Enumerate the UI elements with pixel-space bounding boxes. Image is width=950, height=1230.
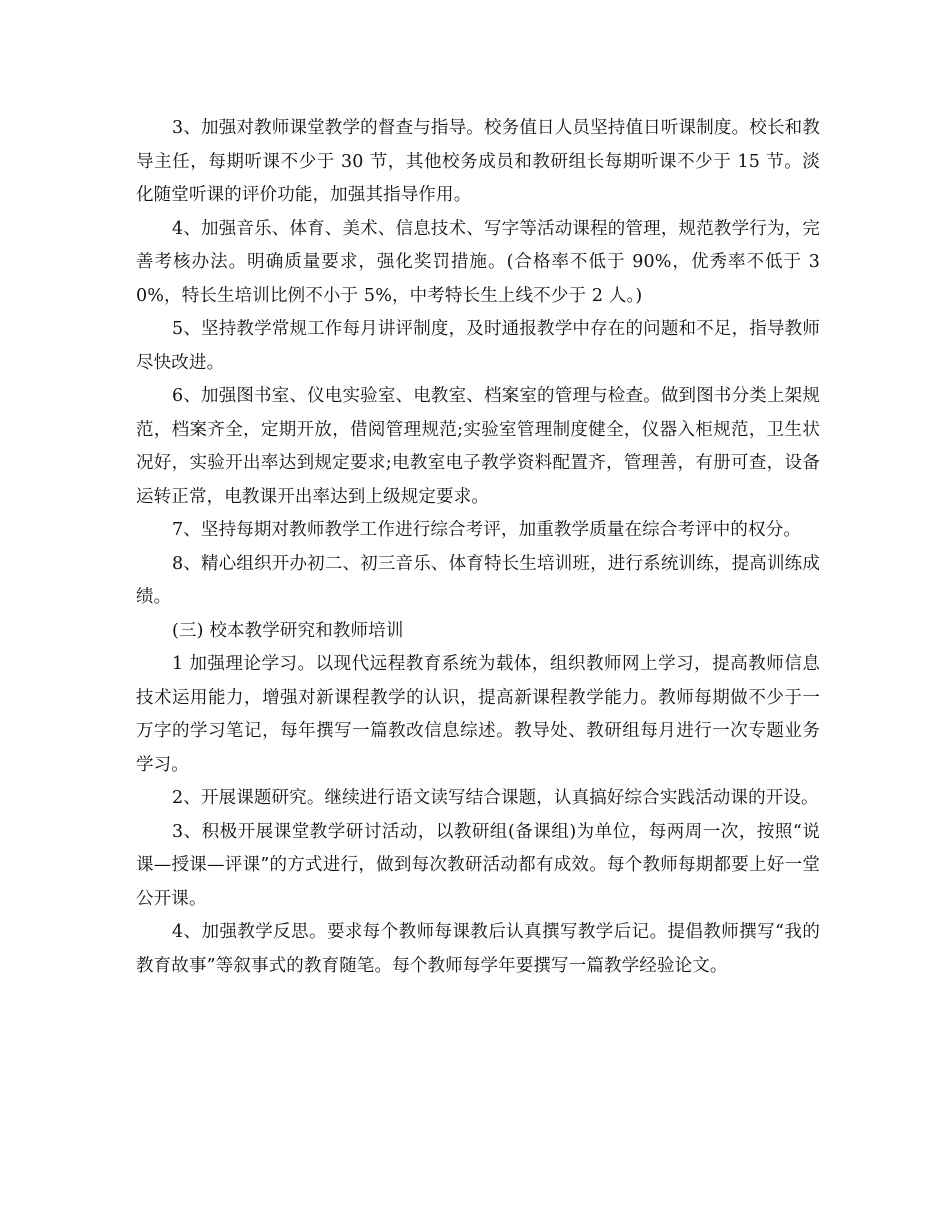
paragraph-teaching-seminar: 3、积极开展课堂教学研讨活动，以教研组(备课组)为单位，每两周一次，按照“说课—授课—评课”的方式进行，做到每次教研活动都有成效。每个教师每期都要上好一堂公开课。: [136, 821, 820, 909]
paragraph-research-topic: 2、开展课题研究。继续进行语文读写结合课题，认真搞好综合实践活动课的开设。: [172, 788, 819, 808]
paragraph-reflection: 4、加强教学反思。要求每个教师每课教后认真撰写教学后记。提倡教师撰写“我的教育故事”等叙事式的教育随笔。每个教师每学年要撰写一篇教学经验论文。: [136, 922, 820, 976]
paragraph-activity-courses: 4、加强音乐、体育、美术、信息技术、写字等活动课程的管理，规范教学行为，完善考核办法。明确质量要求，强化奖罚措施。(合格率不低于 90%，优秀率不低于 30%，特长生培训比例不小于 5%，中考特长生上线不少于 2 人。): [136, 218, 820, 306]
paragraph-supervision: 3、加强对教师课堂教学的督查与指导。校务值日人员坚持值日听课制度。校长和教导主任，每期听课不少于 30 节，其他校务成员和教研组长每期听课不少于 15 节。淡化随堂听课的评价功能，加强其指导作用。: [136, 118, 820, 205]
paragraph-evaluation: 7、坚持每期对教师教学工作进行综合考评，加重教学质量在综合考评中的权分。: [172, 520, 802, 540]
paragraph-facilities: 6、加强图书室、仪电实验室、电教室、档案室的管理与检查。做到图书分类上架规范，档案齐全，定期开放，借阅管理规范;实验室管理制度健全，仪器入柜规范，卫生状况好，实验开出率达到规定要求;电教室电子教学资料配置齐，管理善，有册可查，设备运转正常，电教课开出率达到上级规定要求。: [136, 386, 820, 507]
paragraph-training-class: 8、精心组织开办初二、初三音乐、体育特长生培训班，进行系统训练，提高训练成绩。: [136, 553, 820, 607]
paragraph-monthly-review: 5、坚持教学常规工作每月讲评制度，及时通报教学中存在的问题和不足，指导教师尽快改进。: [136, 319, 820, 373]
section-heading: (三) 校本教学研究和教师培训: [172, 620, 404, 641]
paragraph-theory-study: 1 加强理论学习。以现代远程教育系统为载体，组织教师网上学习，提高教师信息技术运用能力，增强对新课程教学的认识，提高新课程教学能力。教师每期做不少于一万字的学习笔记，每年撰写一篇教改信息综述。教导处、教研组每月进行一次专题业务学习。: [136, 654, 820, 775]
